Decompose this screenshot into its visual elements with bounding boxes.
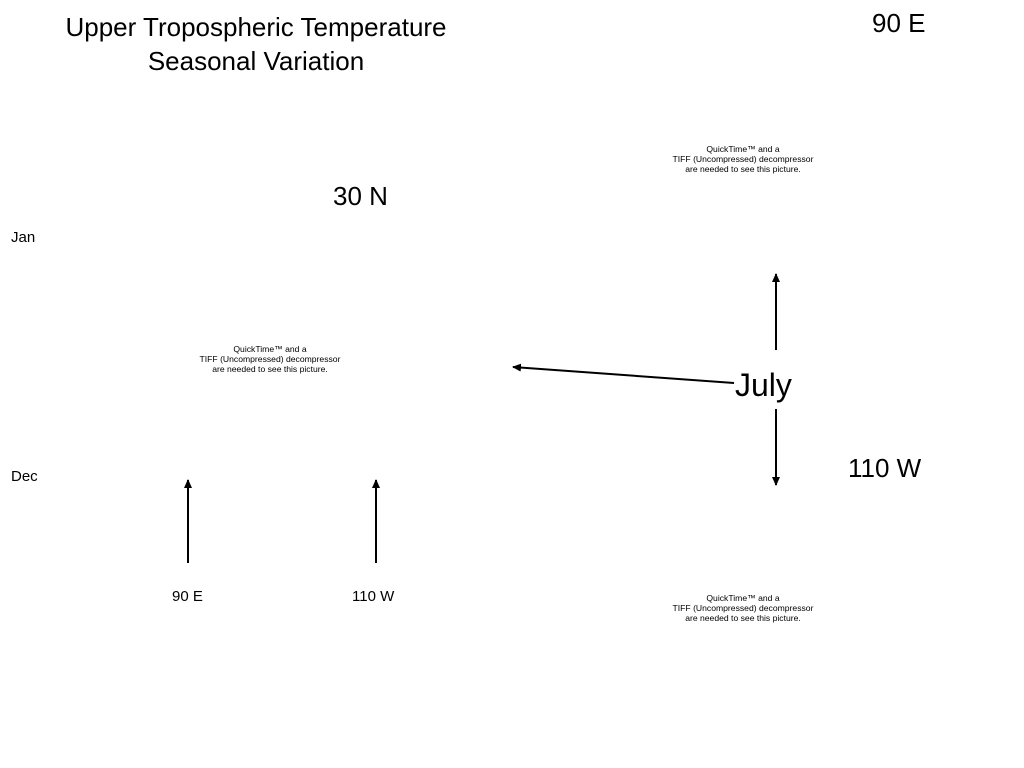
title-line-1: Upper Tropospheric Temperature xyxy=(65,12,447,42)
top-right-longitude-label: 90 E xyxy=(872,8,926,38)
arrow-july-left xyxy=(513,367,734,383)
right-longitude-label: 110 W xyxy=(848,453,922,483)
placeholder-line-1: QuickTime™ and a xyxy=(706,144,780,154)
placeholder-line-2: TIFF (Uncompressed) decompressor xyxy=(672,603,814,613)
latitude-label: 30 N xyxy=(333,181,388,211)
jan-label: Jan xyxy=(11,229,36,246)
placeholder-line-3: are needed to see this picture. xyxy=(685,164,801,174)
title-line-2: Seasonal Variation xyxy=(147,46,365,76)
placeholder-line-1: QuickTime™ and a xyxy=(233,344,307,354)
placeholder-line-1: QuickTime™ and a xyxy=(706,593,780,603)
placeholder-line-3: are needed to see this picture. xyxy=(685,613,801,623)
bottom-left-longitude-label: 90 E xyxy=(172,588,203,605)
july-label: July xyxy=(735,367,792,403)
placeholder-line-2: TIFF (Uncompressed) decompressor xyxy=(199,354,341,364)
bottom-mid-longitude-label: 110 W xyxy=(352,588,395,605)
placeholder-line-3: are needed to see this picture. xyxy=(212,364,328,374)
dec-label: Dec xyxy=(11,468,38,485)
placeholder-line-2: TIFF (Uncompressed) decompressor xyxy=(672,154,814,164)
